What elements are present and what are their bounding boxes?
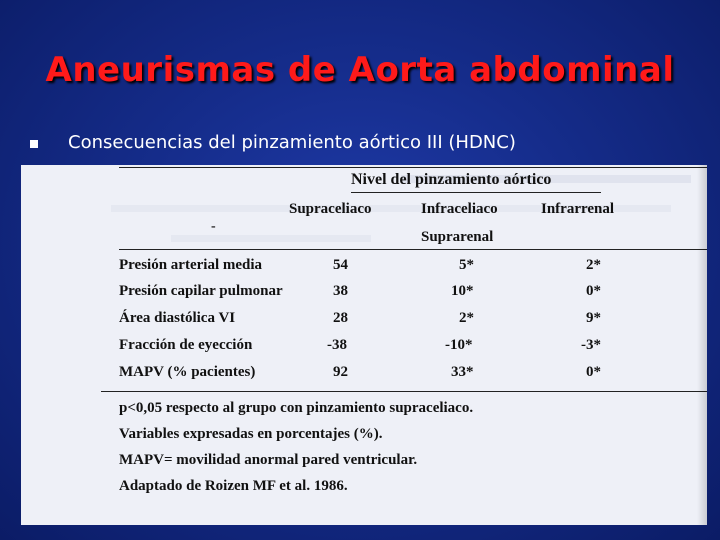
row-value: 5* [459, 257, 474, 273]
row-value: -10* [445, 337, 473, 353]
header-main: Nivel del pinzamiento aórtico [351, 171, 552, 188]
row-label: Área diastólica VI [119, 310, 236, 326]
table-top-rule [119, 167, 707, 168]
row-label: MAPV (% pacientes) [119, 364, 256, 380]
row-label: Presión arterial media [119, 257, 263, 273]
dash-mark: - [211, 219, 216, 234]
row-value: 54 [333, 257, 348, 273]
slide-title: Aneurismas de Aorta abdominal [45, 50, 675, 90]
row-label: Presión capilar pulmonar [119, 283, 283, 299]
row-value: 33* [451, 364, 474, 380]
header-bottom-rule [119, 249, 707, 250]
row-value: 92 [333, 364, 348, 380]
row-value: -3* [581, 337, 601, 353]
row-value: 10* [451, 283, 474, 299]
row-value: 28 [333, 310, 348, 326]
row-value: 2* [459, 310, 474, 326]
clamping-table [21, 165, 707, 525]
column-header: Supraceliaco [289, 201, 372, 217]
row-value: 9* [586, 310, 601, 326]
row-value: -38 [327, 337, 347, 353]
row-value: 0* [586, 364, 601, 380]
footnote: MAPV= movilidad anormal pared ventricular. [119, 452, 418, 468]
row-value: 0* [586, 283, 601, 299]
header-underline [351, 192, 601, 193]
scanned-table-image [21, 165, 707, 525]
table-bottom-rule [101, 391, 707, 392]
footnote: Adaptado de Roizen MF et al. 1986. [119, 478, 348, 494]
row-value: 38 [333, 283, 348, 299]
bullet-item [30, 132, 516, 153]
subheader: Suprarenal [421, 229, 494, 245]
column-header: Infraceliaco [421, 201, 498, 217]
column-header: Infrarrenal [541, 201, 615, 217]
bullet-text: Consecuencias del pinzamiento aórtico III (HDNC) [68, 132, 516, 153]
page-edge-shadow [697, 165, 707, 525]
footnote: p<0,05 respecto al grupo con pinzamiento supraceliaco. [119, 400, 474, 416]
square-bullet-icon [30, 140, 38, 148]
footnote: Variables expresadas en porcentajes (%). [119, 426, 383, 442]
row-label: Fracción de eyección [119, 337, 253, 353]
row-value: 2* [586, 257, 601, 273]
